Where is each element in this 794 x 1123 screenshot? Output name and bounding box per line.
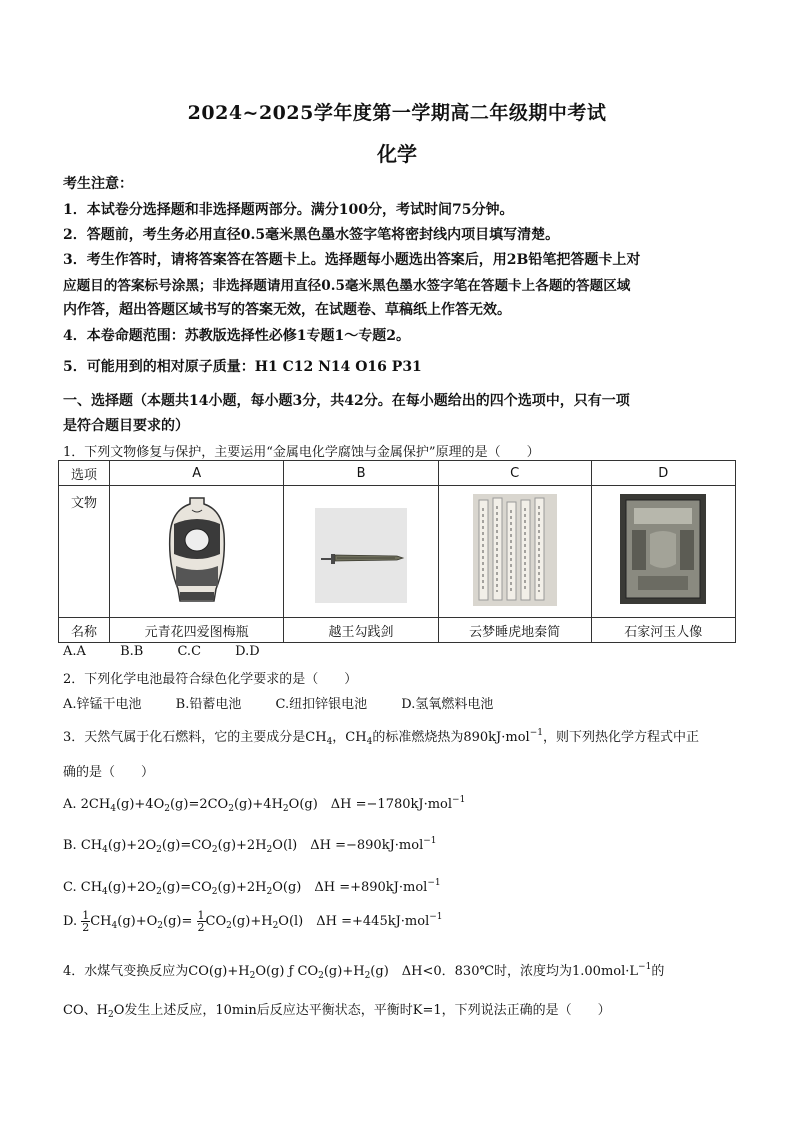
notice-item: 3．考生作答时，请将答案答在答题卡上。选择题每小题选出答案后，用2B铅笔把答题卡上对: [63, 252, 641, 268]
option: B.B: [120, 644, 144, 659]
jade-figure-image: [620, 494, 706, 604]
option: B.铅蓄电池: [175, 697, 242, 712]
relic-name: 云梦睡虎地秦简: [438, 618, 591, 643]
sword-image: [315, 508, 407, 603]
column-header: C: [438, 461, 591, 486]
question-3-option-b: B. $CH_4(g)+2O_2(g)=CO_2(g)+2H_2O(l)$ ΔH =−890kJ·mol$^{-1}$: [63, 836, 437, 855]
question-3-option-a: A. $2CH_4(g)+4O_2(g)=2CO_2(g)+4H_2O(g)$ ΔH =−1780kJ·mol$^{-1}$: [63, 795, 466, 814]
notice-item: 5．可能用到的相对原子质量：H1 C12 N14 O16 P31: [63, 359, 422, 375]
question-2-options: [63, 693, 743, 712]
option: A.A: [63, 644, 86, 659]
notice-item: 4．本卷命题范围：苏教版选择性必修1专题1～专题2。: [63, 328, 410, 344]
notice-item: 2．答题前，考生务必用直径0.5毫米黑色墨水签字笔将密封线内项目填写清楚。: [63, 227, 560, 243]
notice-item: 应题目的答案标号涂黑；非选择题请用直径0.5毫米黑色墨水签字笔在答题卡上各题的答题区域: [63, 278, 631, 294]
image-row-label: 文物: [59, 486, 110, 618]
question-3-option-c: C. $CH_4(g)+2O_2(g)=CO_2(g)+2H_2O(g)$ ΔH =+890kJ·mol$^{-1}$: [63, 878, 441, 897]
bamboo-slips-image: [473, 494, 557, 606]
option: C.纽扣锌银电池: [275, 697, 368, 712]
option: D.D: [235, 644, 260, 659]
relic-name: 元青花四爱图梅瓶: [110, 618, 284, 643]
question-4-line1: 4．水煤气变换反应为$CO(g)+H_2O(g)$ ƒ $CO_2(g)+H_2(g)$ ΔH<0．830℃时，浓度均为$1.00mol\cdot L^{-1}$的: [63, 962, 665, 981]
question-1-options: [63, 644, 743, 659]
relic-image-cell: [284, 486, 438, 618]
fraction: $\frac{1}{2}$: [82, 909, 90, 934]
question-3-option-d: D. $\frac{1}{2}$ $CH_4(g)+O_2(g)=$ $\frac{1}{2}$ $CO_2(g)+H_2O(l)$ ΔH =+445kJ·mol$^{-1}$: [63, 909, 443, 934]
question-4-line2: CO、$H_2O$发生上述反应，10min后反应达平衡状态，平衡时K=1，下列说法正确的是（ ）: [63, 1003, 611, 1020]
relic-image-cell: [110, 486, 284, 618]
question-3-stem: 3．天然气属于化石燃料，它的主要成分是$CH_4$，$CH_4$的标准燃烧热为890kJ·mol$^{-1}$，则下列热化学方程式中正: [63, 728, 699, 747]
relic-name: 石家河玉人像: [591, 618, 735, 643]
option: A.锌锰干电池: [63, 697, 142, 712]
section-heading: 是符合题目要求的）: [63, 418, 189, 434]
option: D.氢氧燃料电池: [401, 697, 494, 712]
question-2-stem: 2．下列化学电池最符合绿色化学要求的是（ ）: [63, 672, 358, 687]
column-header: A: [110, 461, 284, 486]
option: C.C: [177, 644, 202, 659]
notice-item: 1．本试卷分选择题和非选择题两部分。满分100分，考试时间75分钟。: [63, 202, 514, 218]
notice-item: 内作答，超出答题区域书写的答案无效，在试题卷、草稿纸上作答无效。: [63, 302, 511, 318]
subject-title: 化学: [377, 142, 417, 166]
column-header: B: [284, 461, 438, 486]
table-header-label: 选项: [59, 461, 110, 486]
question-1-stem: 1．下列文物修复与保护，主要运用“金属电化学腐蚀与金属保护”原理的是（ ）: [63, 445, 540, 460]
fraction: $\frac{1}{2}$: [197, 909, 205, 934]
section-heading: 一、选择题（本题共14小题，每小题3分，共42分。在每小题给出的四个选项中，只有一项: [63, 393, 630, 409]
relic-image-cell: [591, 486, 735, 618]
relic-image-cell: [438, 486, 591, 618]
relic-name: 越王勾践剑: [284, 618, 438, 643]
plum-vase-image: [162, 494, 232, 606]
question-1-table: [58, 460, 736, 643]
notice-heading: 考生注意：: [63, 176, 133, 192]
exam-title: 2024~2025学年度第一学期高二年级期中考试: [187, 102, 607, 124]
question-3-stem-line2: 确的是（ ）: [63, 765, 155, 780]
name-row-label: 名称: [59, 618, 110, 643]
column-header: D: [591, 461, 735, 486]
